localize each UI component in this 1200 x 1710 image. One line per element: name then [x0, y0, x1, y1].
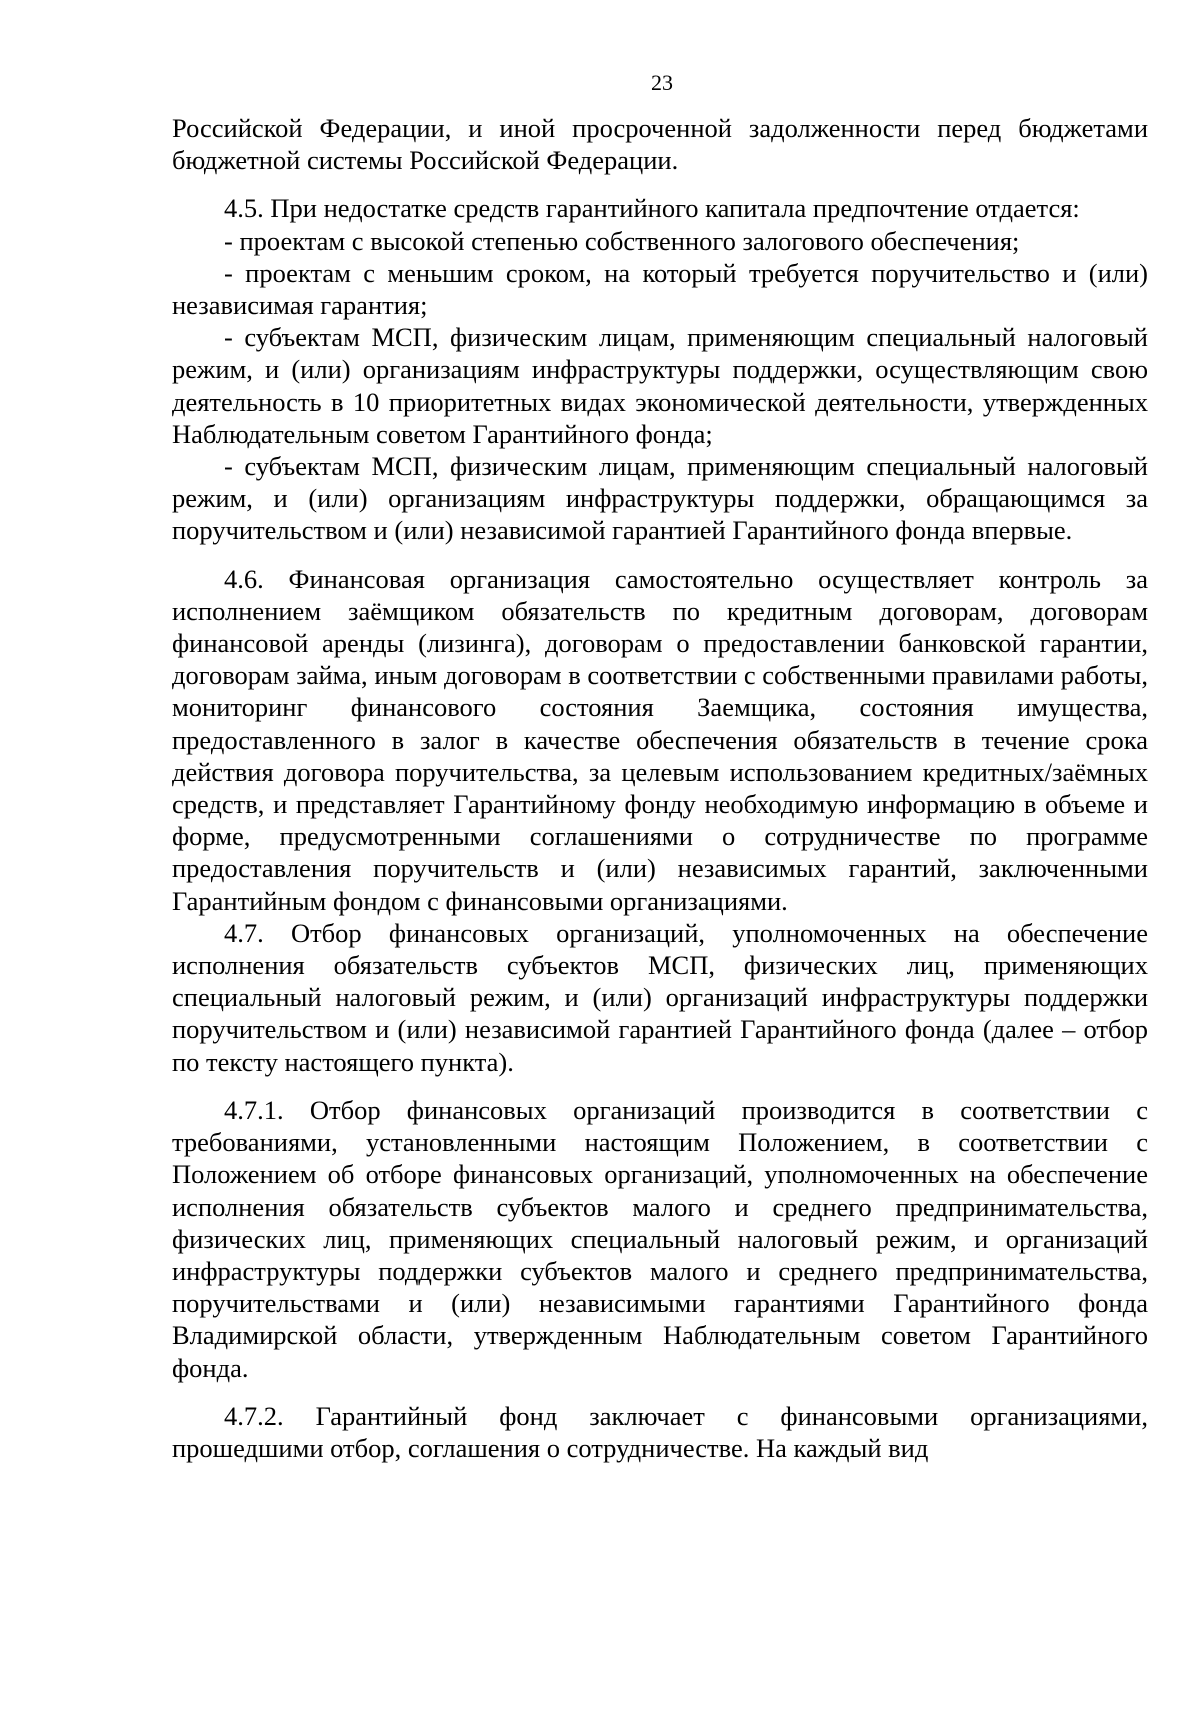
paragraph-4-7-2: 4.7.2. Гарантийный фонд заключает с финансовыми организациями, прошедшими отбор, соглашения о сотрудничестве. На каждый вид — [172, 1400, 1148, 1463]
list-item-priority-activities: - субъектам МСП, физическим лицам, применяющим специальный налоговый режим, и (или) организациям инфраструктуры поддержки, осуществляющим свою деятельность в 10 приоритетных видах экономической деятельности, утвержденных Наблюдательным советом Гарантийного фонда; — [172, 322, 1148, 449]
paragraph-4-7-1: 4.7.1. Отбор финансовых организаций производится в соответствии с требованиями, установленными настоящим Положением, в соответствии с Положением об отборе финансовых организаций, уполномоченных на обеспечение исполнения обязательств субъектов малого и среднего предпринимательства, физических лиц, применяющих специальный налоговый режим, и организаций инфраструктуры поддержки субъектов малого и среднего предпринимательства, поручительствами и (или) независимыми гарантиями Гарантийного фонда Владимирской области, утвержденным Наблюдательным советом Гарантийного фонда. — [172, 1094, 1148, 1383]
page-number: 23 — [651, 70, 673, 95]
list-item-first-time: - субъектам МСП, физическим лицам, применяющим специальный налоговый режим, и (или) организациям инфраструктуры поддержки, обращающимся за поручительством и (или) независимой гарантией Гарантийного фонда впервые. — [172, 451, 1148, 546]
list-item-collateral: - проектам с высокой степенью собственного залогового обеспечения; — [224, 225, 1020, 256]
document-body — [172, 112, 1148, 1464]
paragraph-4-7: 4.7. Отбор финансовых организаций, уполномоченных на обеспечение исполнения обязательств субъектов МСП, физических лиц, применяющих специальный налоговый режим, и (или) организаций инфраструктуры поддержки поручительством и (или) независимой гарантией Гарантийного фонда (далее – отбор по тексту настоящего пункта). — [172, 917, 1148, 1077]
paragraph-4-6: 4.6. Финансовая организация самостоятельно осуществляет контроль за исполнением заёмщиком обязательств по кредитным договорам, договорам финансовой аренды (лизинга), договорам о предоставлении банковской гарантии, договорам займа, иным договорам в соответствии с собственными правилами работы, мониторинг финансового состояния Заемщика, состояния имущества, предоставленного в залог в качестве обеспечения обязательств в течение срока действия договора поручительства, за целевым использованием кредитных/заёмных средств, и представляет Гарантийному фонду необходимую информацию в объеме и форме, предусмотренными соглашениями о сотрудничестве по программе предоставления поручительств и (или) независимых гарантий, заключенными Гарантийным фондом с финансовыми организациями. — [172, 563, 1148, 916]
paragraph-4-5: 4.5. При недостатке средств гарантийного капитала предпочтение отдается: — [224, 193, 1080, 224]
paragraph-intro: Российской Федерации, и иной просроченной задолженности перед бюджетами бюджетной системы Российской Федерации. — [172, 113, 1148, 176]
list-item-shorter-term: - проектам с меньшим сроком, на который требуется поручительство и (или) независимая гарантия; — [172, 257, 1148, 321]
